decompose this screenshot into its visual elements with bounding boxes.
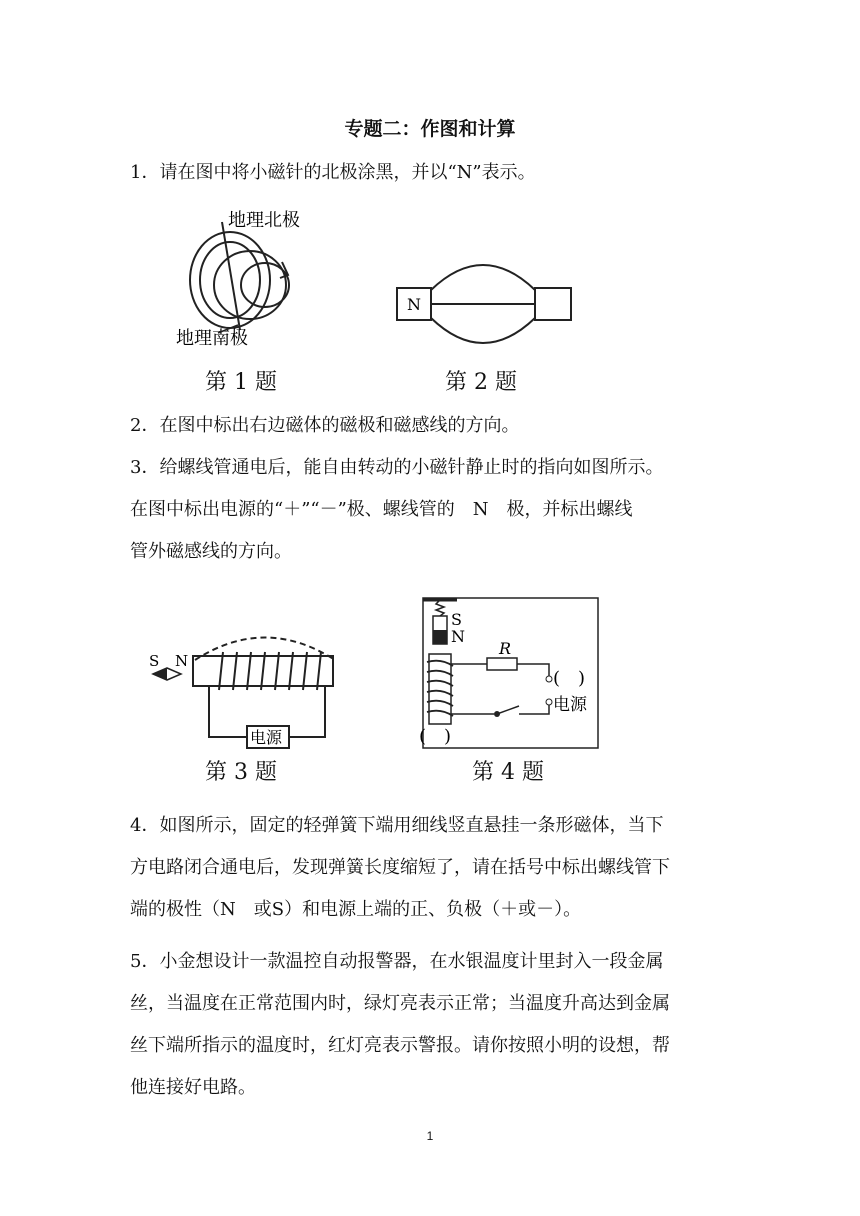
question-5-line-2: 丝，当温度在正常范围内时，绿灯亮表示正常；当温度升高达到金属 bbox=[130, 993, 670, 1014]
figure-3 bbox=[145, 610, 355, 760]
fig3-source-label: 电源 bbox=[250, 728, 283, 747]
page-number: 1 bbox=[426, 1129, 434, 1143]
fig1-caption: 第 1 题 bbox=[205, 370, 277, 395]
fig2-pole-label: N bbox=[407, 295, 421, 314]
question-3-line-3: 管外磁感线的方向。 bbox=[130, 541, 292, 562]
question-1: 1．请在图中将小磁针的北极涂黑，并以“N”表示。 bbox=[130, 162, 536, 183]
question-2: 2．在图中标出右边磁体的磁极和磁感线的方向。 bbox=[130, 415, 520, 436]
page-title: 专题二：作图和计算 bbox=[344, 118, 516, 140]
fig1-south-label: 地理南极 bbox=[176, 328, 248, 349]
fig4-s-label: S bbox=[451, 610, 462, 629]
question-3-line-1: 3．给螺线管通电后，能自由转动的小磁针静止时的指向如图所示。 bbox=[130, 457, 664, 478]
question-4-line-3: 端的极性（N 或S）和电源上端的正、负极（＋或－）。 bbox=[130, 899, 582, 920]
fig2-caption: 第 2 题 bbox=[445, 370, 517, 395]
svg-text:( ): ( ) bbox=[419, 726, 452, 747]
fig4-caption: 第 4 题 bbox=[472, 760, 544, 785]
figure-2 bbox=[395, 250, 575, 350]
question-3-line-2: 在图中标出电源的“＋”“－”极、螺线管的 N 极，并标出螺线 bbox=[130, 499, 633, 520]
fig4-source-label: 电源 bbox=[553, 695, 587, 715]
fig3-n-label: N bbox=[175, 652, 189, 670]
fig3-caption: 第 3 题 bbox=[205, 760, 277, 785]
fig1-north-label: 地理北极 bbox=[228, 210, 300, 231]
fig4-n-label: N bbox=[451, 627, 465, 646]
question-4-line-2: 方电路闭合通电后，发现弹簧长度缩短了，请在括号中标出螺线管下 bbox=[130, 857, 670, 878]
fig3-s-label: S bbox=[149, 652, 160, 670]
svg-text:( ): ( ) bbox=[553, 668, 586, 689]
fig4-r-label: R bbox=[499, 639, 512, 658]
question-5-line-1: 5．小金想设计一款温控自动报警器，在水银温度计里封入一段金属 bbox=[130, 951, 664, 972]
figure-4 bbox=[415, 592, 615, 757]
question-5-line-3: 丝下端所指示的温度时，红灯亮表示警报。请你按照小明的设想，帮 bbox=[130, 1035, 670, 1056]
question-5-line-4: 他连接好电路。 bbox=[130, 1077, 256, 1098]
question-4-line-1: 4．如图所示，固定的轻弹簧下端用细线竖直悬挂一条形磁体，当下 bbox=[130, 815, 664, 836]
